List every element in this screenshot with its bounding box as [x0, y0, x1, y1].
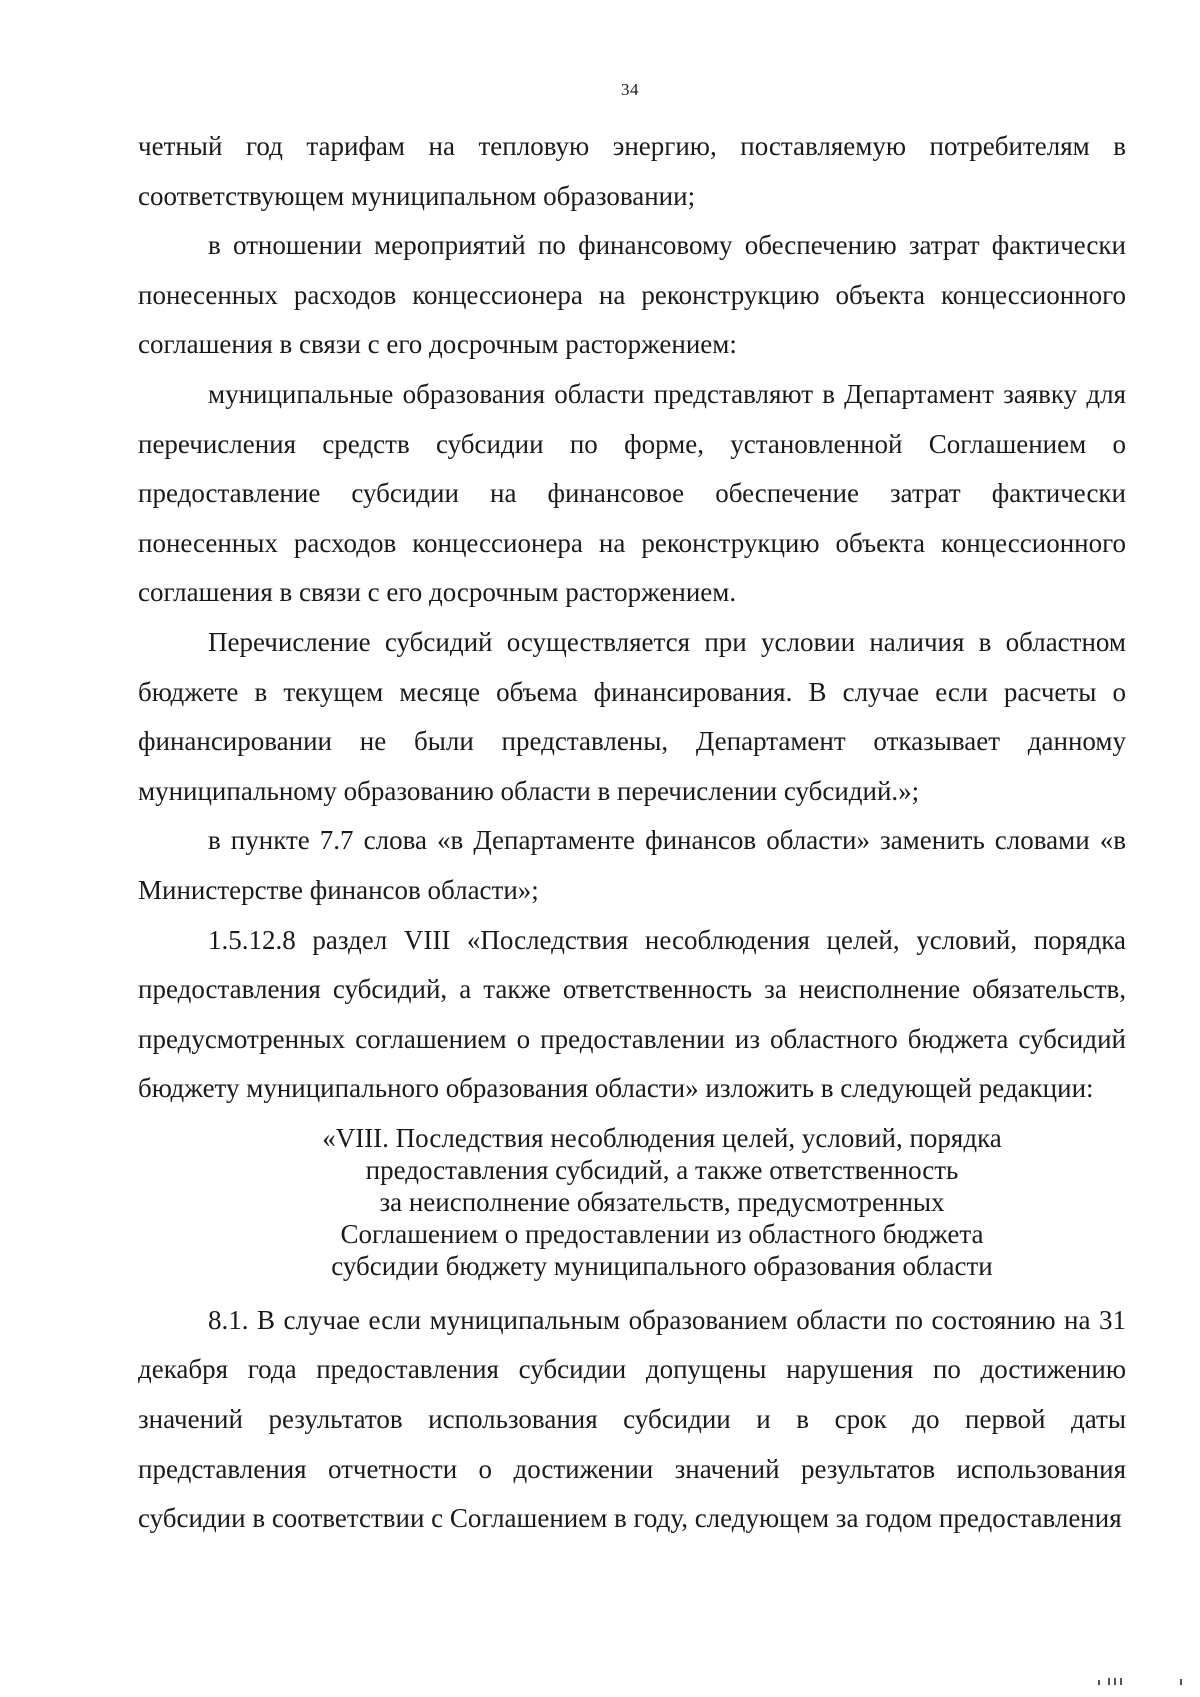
- section-heading: [168, 1122, 1156, 1282]
- paragraph: 8.1. В случае если муниципальным образованием области по состоянию на 31 декабря года предоставления субсидии допущены нарушения по достижению значений результатов использования субсидии и в срок до первой даты представления отчетности о достижении значений результатов использования субсидии в соответствии с Соглашением в году, следующем за годом предоставления: [138, 1304, 1126, 1534]
- paragraph: 1.5.12.8 раздел VIII «Последствия несоблюдения целей, условий, порядка предоставления субсидий, а также ответственность за неисполнение обязательств, предусмотренных соглашением о предоставлении из областного бюджета субсидий бюджету муниципального образования области» изложить в следующей редакции:: [138, 924, 1126, 1104]
- scan-mark: [1108, 1678, 1110, 1685]
- section-heading-line: «VIII. Последствия несоблюдения целей, условий, порядка: [322, 1122, 1002, 1153]
- scan-edge-marks: [1096, 1677, 1186, 1685]
- section-heading-line: субсидии бюджету муниципального образования области: [331, 1250, 993, 1281]
- scan-mark: [1114, 1678, 1116, 1685]
- paragraph: четный год тарифам на тепловую энергию, поставляемую потребителям в соответствующем муниципальном образовании;: [138, 131, 1126, 211]
- page-number: 34: [621, 80, 639, 99]
- scan-mark: [1180, 1679, 1182, 1685]
- paragraph: муниципальные образования области представляют в Департамент заявку для перечисления средств субсидии по форме, установленной Соглашением о предоставление субсидии на финансовое обеспечение затрат фактически понесенных расходов концессионера на реконструкцию объекта концессионного соглашения в связи с его досрочным расторжением.: [138, 378, 1126, 608]
- scan-mark: [1098, 1680, 1100, 1685]
- section-heading-line: за неисполнение обязательств, предусмотренных: [379, 1186, 945, 1217]
- section-heading-block: [138, 1122, 1126, 1282]
- section-heading-line: предоставления субсидий, а также ответственность: [365, 1154, 959, 1185]
- section-heading-line: Соглашением о предоставлении из областного бюджета: [340, 1218, 984, 1249]
- paragraph: Перечисление субсидий осуществляется при условии наличия в областном бюджете в текущем месяце объема финансирования. В случае если расчеты о финансировании не были представлены, Департамент отказывает данному муниципальному образованию области в перечислении субсидий.»;: [138, 626, 1126, 806]
- paragraph: в пункте 7.7 слова «в Департаменте финансов области» заменить словами «в Министерстве финансов области»;: [138, 825, 1126, 905]
- scan-mark: [1120, 1678, 1122, 1685]
- document-body: [138, 122, 1126, 1544]
- paragraph: в отношении мероприятий по финансовому обеспечению затрат фактически понесенных расходов концессионера на реконструкцию объекта концессионного соглашения в связи с его досрочным расторжением:: [138, 230, 1126, 360]
